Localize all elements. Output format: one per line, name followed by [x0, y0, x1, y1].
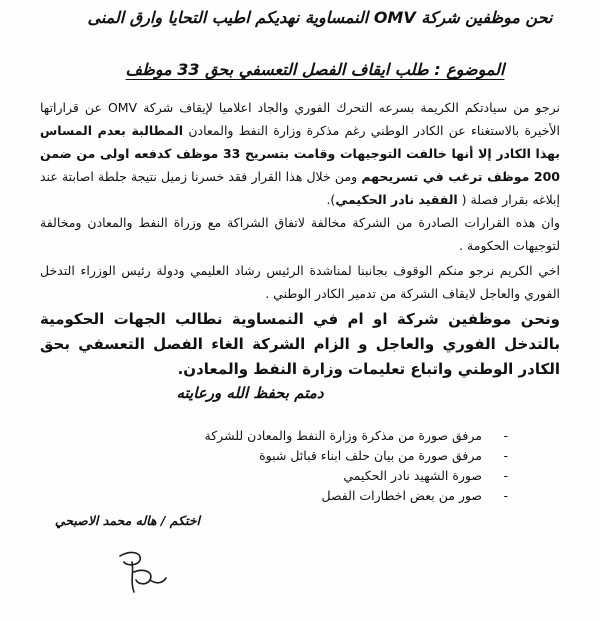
bullet-dash: - — [503, 428, 508, 443]
paragraph-1-bold-a: المطالبة بعدم المساس بهذا الكادر إلا أنها خالفت التوجيهات وقامت بتسريح 33 موظف كدفعه اولى من ضمن 200 موظف ترغب في تسريحهم — [40, 123, 560, 184]
attachment-item — [205, 446, 508, 466]
attachments-list — [205, 426, 508, 506]
attachment-label: مرفق صورة من مذكرة وزارة النفط والمعادن للشركة — [204, 428, 482, 443]
paragraph-1-text-b: ومن خلال هذا القرار فقد خسرنا زميل نتيجة جلطة اصابتة عند إبلاغه بقرار فصلة ( — [40, 169, 560, 207]
paragraph-1-text-c: ). — [326, 192, 336, 207]
attachment-item — [205, 466, 508, 486]
attachment-label: صورة الشهيد نادر الحكيمي — [343, 468, 482, 483]
paragraph-1 — [40, 96, 560, 211]
handwritten-signature — [110, 548, 170, 598]
bullet-dash: - — [503, 468, 508, 483]
attachment-label: صور من بعض اخطارات الفصل — [321, 488, 482, 503]
subject-line: الموضوع : طلب ايقاف الفصل التعسفي بحق 33 موظف — [125, 60, 505, 79]
paragraph-2: وان هذه القرارات الصادرة من الشركة مخالفة لاتفاق الشراكة مع وزراة النفط والمعادن ومخالفة لتوجيهات الحكومة . — [40, 215, 560, 253]
bullet-dash: - — [503, 488, 508, 503]
attachment-item — [205, 426, 508, 446]
paragraph-1-text-a: نرجو من سيادتكم الكريمة بسرعه التحرك الفوري والجاد اعلاميا لإيقاف شركة OMV عن قراراتها الأخيرة بالاستغناء عن الكادر الوطني رغم مذكرة وزارة النفط والمعادن — [40, 100, 560, 138]
greeting-header: نحن موظفين شركة OMV النمساوية نهديكم اطيب التحايا وارق المنى — [87, 8, 553, 27]
signature-label: اختكم / هاله محمد الاصبحي — [54, 513, 200, 528]
attachment-label: مرفق صورة من بيان حلف ابناء قبائل شبوة — [259, 448, 482, 463]
closing-line: دمتم بحفظ الله ورعايته — [176, 384, 324, 402]
paragraph-1-bold-b: الفقيد نادر الحكيمي — [335, 192, 458, 207]
bullet-dash: - — [503, 448, 508, 463]
paragraph-4-demand: ونحن موظفين شركة او ام في النمساوية نطالب الجهات الحكومية بالتدخل الفوري والعاجل و الزام الشركة الغاء الفصل التعسفي بحق الكادر الوطني واتباع تعليمات وزارة النفط والمعادن. — [40, 310, 560, 378]
attachment-item — [205, 486, 508, 506]
paragraph-3: اخي الكريم نرجو منكم الوقوف بجانبنا لمناشدة الرئيس رشاد العليمي ودولة رئيس الوزراء التدخل الفوري والعاجل لايقاف الشركة من تدمير الكادر الوطني . — [40, 263, 560, 301]
